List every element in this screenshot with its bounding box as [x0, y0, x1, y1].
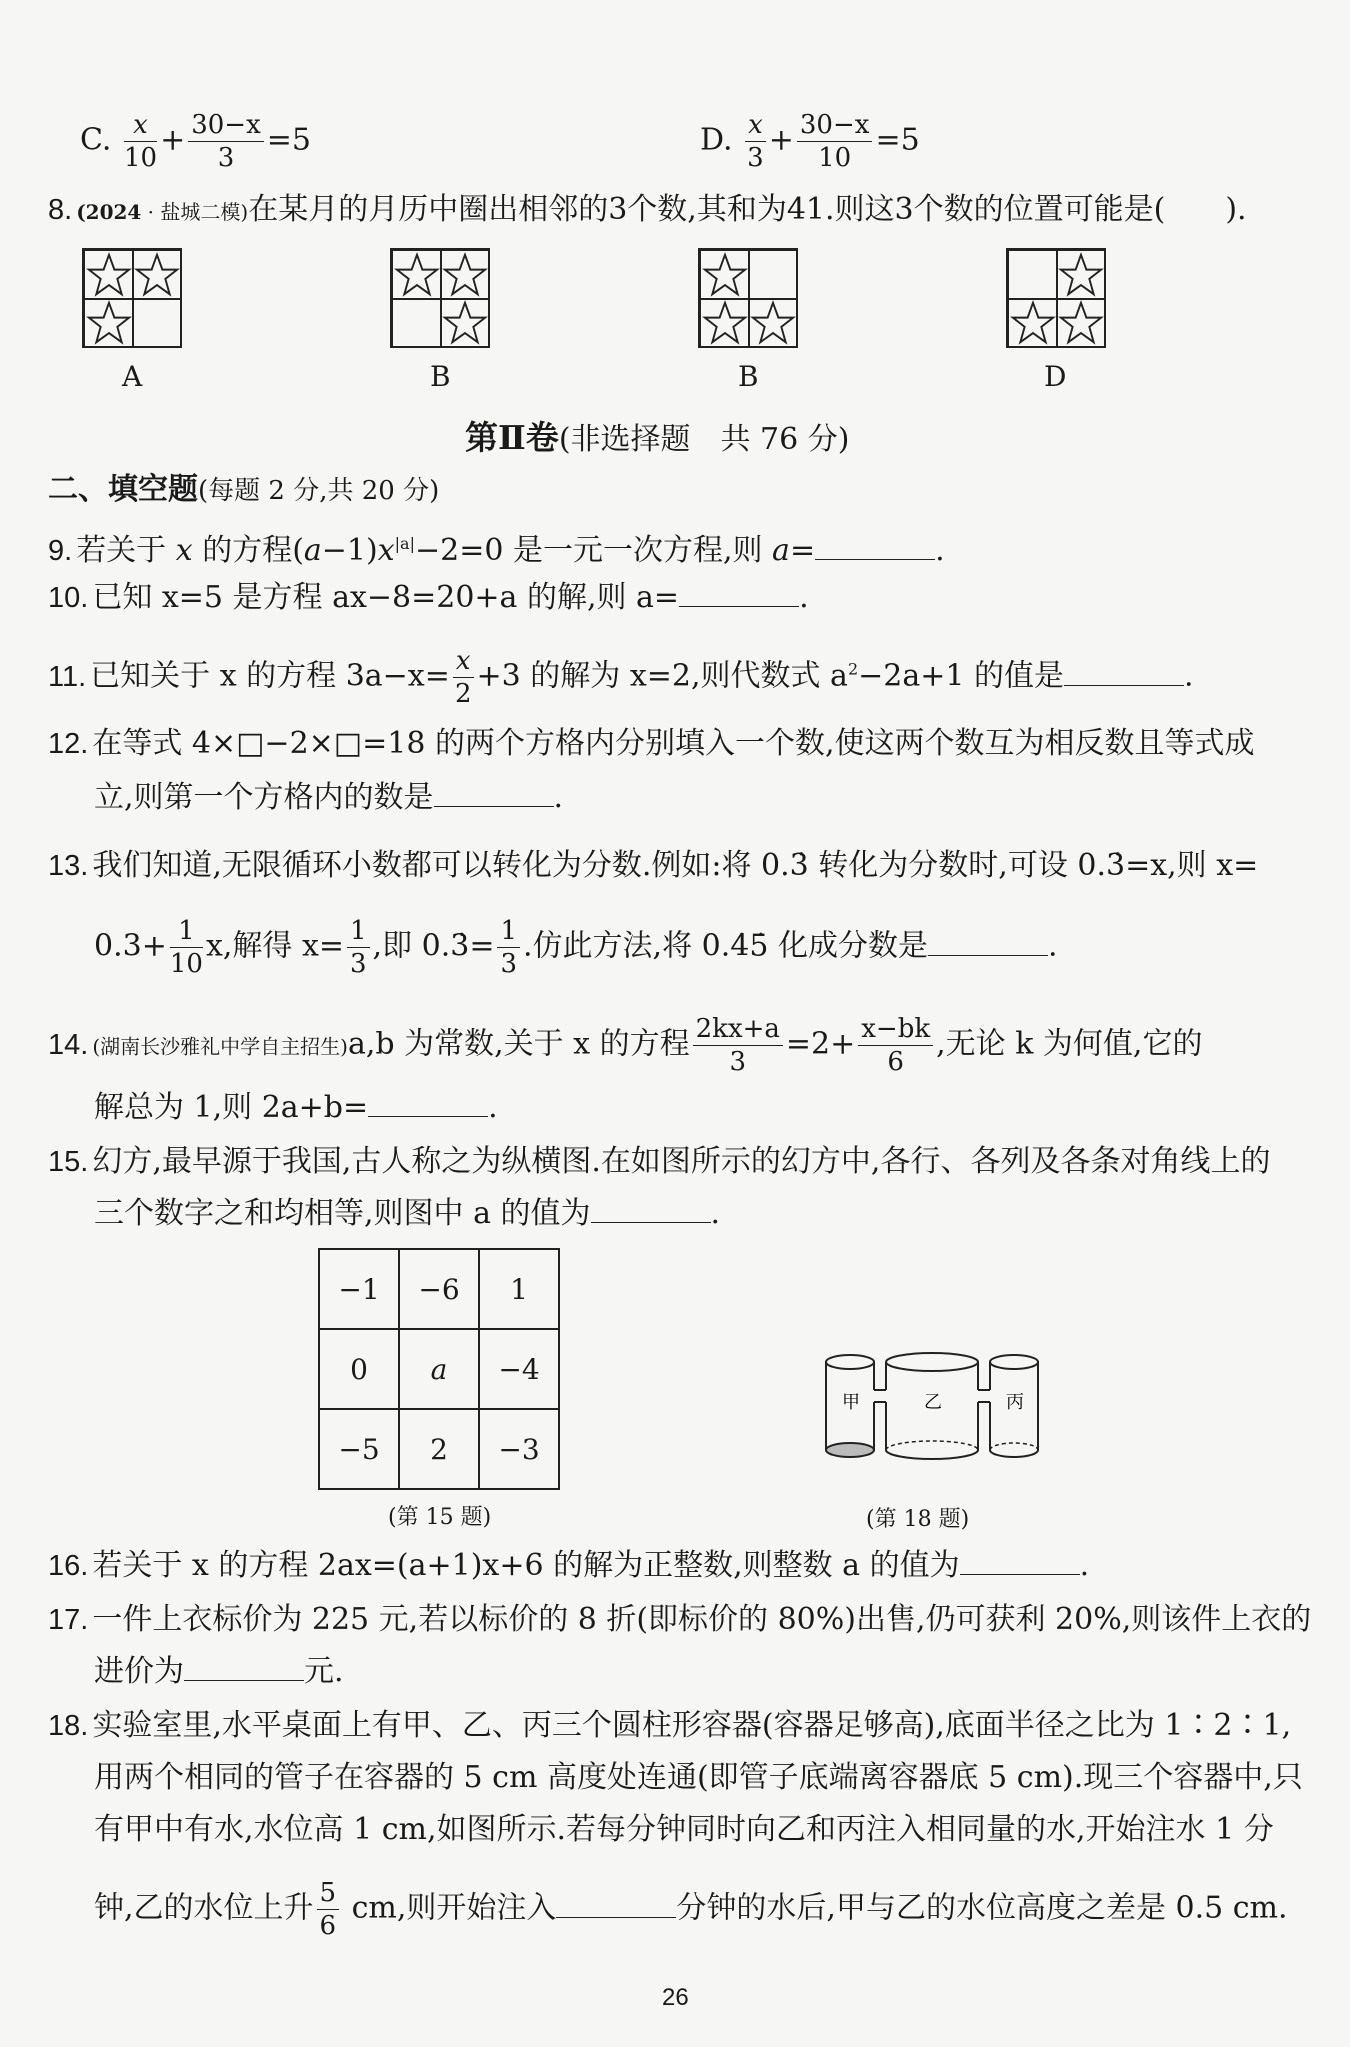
figure-label: B	[430, 360, 451, 393]
label-bing: 丙	[1006, 1392, 1024, 1413]
star-cell	[440, 250, 490, 300]
star-icon	[749, 299, 797, 347]
question-8: 8. (2024 · 盐城二模)在某月的月历中圈出相邻的3个数,其和为41.则这3个数的位置可能是( ).	[48, 192, 1247, 227]
question-15-cont: 三个数字之和均相等,则图中 a 的值为 .	[94, 1196, 721, 1231]
empty-cell	[132, 298, 182, 348]
magic-cell: 2	[399, 1409, 479, 1489]
star-cell	[392, 250, 442, 300]
fraction: $\frac{5}{6}$	[317, 1880, 340, 1939]
empty-cell	[392, 298, 442, 348]
figure-caption: (第 18 题)	[866, 1507, 970, 1532]
answer-blank[interactable]	[184, 1652, 304, 1681]
star-icon	[1057, 299, 1105, 347]
question-13-cont: 0.3+ $\frac{1}{10}$ x,解得 x= $\frac{1}{3}$ ,即 0.3̇= $\frac{1}{3}$ .仿此方法,将 0.4̇5̇ 化成分数是 .	[94, 916, 1058, 979]
part-heading: 二、填空题(每题 2 分,共 20 分)	[48, 472, 440, 507]
calendar-figure-d	[1006, 248, 1106, 348]
cylinders-figure	[820, 1350, 1050, 1470]
answer-blank[interactable]	[556, 1889, 676, 1918]
question-18: 18. 实验室里,水平桌面上有甲、乙、丙三个圆柱形容器(容器足够高),底面半径之比为 1∶2∶1,	[48, 1708, 1292, 1743]
magic-cell: −3	[479, 1409, 559, 1489]
fraction: $\frac{x}{2}$	[453, 648, 474, 707]
star-icon	[701, 299, 749, 347]
star-cell	[84, 250, 134, 300]
fraction: $\frac{1}{3}$	[497, 918, 520, 977]
fraction: $\frac{x}{10}$	[123, 110, 158, 173]
question-14: 14. (湖南长沙雅礼中学自主招生)a,b 为常数,关于 x 的方程 $\frac{2kx+a}{3}$ =2+ $\frac{x-bk}{6}$ ,无论 k 为何值,它的	[48, 1014, 1203, 1077]
question-14-cont: 解总为 1,则 2a+b= .	[94, 1090, 498, 1125]
figure-caption: (第 15 题)	[388, 1505, 492, 1530]
option-c: C. $\frac{x}{10}$ + $\frac{30-x}{3}$ =5	[80, 110, 311, 173]
magic-cell: −5	[319, 1409, 399, 1489]
label-jia: 甲	[842, 1392, 860, 1413]
magic-square	[318, 1248, 560, 1490]
star-icon	[393, 251, 441, 299]
answer-blank[interactable]	[1064, 657, 1184, 686]
figure-label: A	[122, 360, 143, 393]
fraction: $\frac{30-x}{3}$	[188, 112, 264, 171]
star-icon	[701, 251, 749, 299]
figure-label: B	[738, 360, 759, 393]
star-icon	[1057, 251, 1105, 299]
answer-blank[interactable]	[960, 1546, 1080, 1575]
fraction: $\frac{x}{3}$	[745, 112, 766, 171]
question-17-cont: 进价为 元.	[94, 1654, 344, 1689]
star-cell	[700, 250, 750, 300]
answer-blank[interactable]	[591, 1194, 711, 1223]
label-yi: 乙	[924, 1392, 942, 1413]
question-13: 13. 我们知道,无限循环小数都可以转化为分数.例如:将 0.3̇ 转化为分数时,可设 0.3̇=x,则 x=	[48, 848, 1259, 883]
section-title: 第Ⅱ卷(非选择题 共 76 分)	[465, 418, 850, 457]
star-icon	[441, 299, 489, 347]
magic-cell: −1	[319, 1249, 399, 1329]
answer-blank[interactable]	[368, 1088, 488, 1117]
question-18-line4: 钟,乙的水位上升 $\frac{5}{6}$ cm,则开始注入 分钟的水后,甲与乙的水位高度之差是 0.5 cm.	[94, 1878, 1288, 1941]
star-cell	[1056, 298, 1106, 348]
calendar-figure-c	[698, 248, 798, 348]
calendar-figure-b	[390, 248, 490, 348]
star-cell	[1008, 298, 1058, 348]
calendar-figure-a	[82, 248, 182, 348]
question-18-line3: 有甲中有水,水位高 1 cm,如图所示.若每分钟同时向乙和丙注入相同量的水,开始注水 1 分	[94, 1812, 1274, 1847]
fraction: $\frac{2kx+a}{3}$	[693, 1016, 783, 1075]
fraction: $\frac{1}{10}$	[169, 916, 203, 979]
star-icon	[133, 251, 181, 299]
star-cell	[84, 298, 134, 348]
answer-blank[interactable]	[928, 927, 1048, 956]
star-cell	[748, 298, 798, 348]
question-12-cont: 立,则第一个方格内的数是 .	[94, 780, 564, 815]
star-cell	[132, 250, 182, 300]
star-cell	[700, 298, 750, 348]
magic-cell: −6	[399, 1249, 479, 1329]
question-9: 9. 若关于 x 的方程$(a-1)x^{|a|}-2=0$ 是一元一次方程,则 a= .	[48, 533, 945, 568]
fraction: $\frac{x-bk}{6}$	[858, 1016, 933, 1075]
star-icon	[1009, 299, 1057, 347]
question-11: 11. 已知关于 x 的方程 3a−x= $\frac{x}{2}$ +3 的解为 x=2,则代数式 $a^2-2a+1$ 的值是 .	[48, 646, 1194, 709]
star-cell	[440, 298, 490, 348]
fraction: $\frac{1}{3}$	[347, 918, 370, 977]
magic-cell: −4	[479, 1329, 559, 1409]
answer-blank[interactable]	[815, 531, 935, 560]
page-number: 26	[662, 1984, 689, 2011]
empty-cell	[1008, 250, 1058, 300]
fraction: $\frac{30-x}{10}$	[797, 112, 873, 171]
figure-label: D	[1044, 360, 1067, 393]
answer-blank[interactable]	[679, 578, 799, 607]
empty-cell	[748, 250, 798, 300]
option-d: D. $\frac{x}{3}$ + $\frac{30-x}{10}$ =5	[700, 110, 920, 173]
magic-cell: 1	[479, 1249, 559, 1329]
question-10: 10. 已知 x=5 是方程 ax−8=20+a 的解,则 a= .	[48, 580, 809, 615]
magic-cell: 0	[319, 1329, 399, 1409]
question-12: 12. 在等式 4×□−2×□=18 的两个方格内分别填入一个数,使这两个数互为相反数且等式成	[48, 726, 1255, 761]
answer-blank[interactable]	[434, 778, 554, 807]
question-16: 16. 若关于 x 的方程 2ax=(a+1)x+6 的解为正整数,则整数 a 的值为 .	[48, 1548, 1090, 1583]
star-icon	[85, 251, 133, 299]
question-17: 17. 一件上衣标价为 225 元,若以标价的 8 折(即标价的 80%)出售,仍可获利 20%,则该件上衣的	[48, 1602, 1312, 1637]
star-icon	[441, 251, 489, 299]
magic-cell: a	[399, 1329, 479, 1409]
star-icon	[85, 299, 133, 347]
question-18-line2: 用两个相同的管子在容器的 5 cm 高度处连通(即管子底端离容器底 5 cm).现三个容器中,只	[94, 1760, 1303, 1795]
question-15: 15. 幻方,最早源于我国,古人称之为纵横图.在如图所示的幻方中,各行、各列及各条对角线上的	[48, 1144, 1271, 1179]
star-cell	[1056, 250, 1106, 300]
